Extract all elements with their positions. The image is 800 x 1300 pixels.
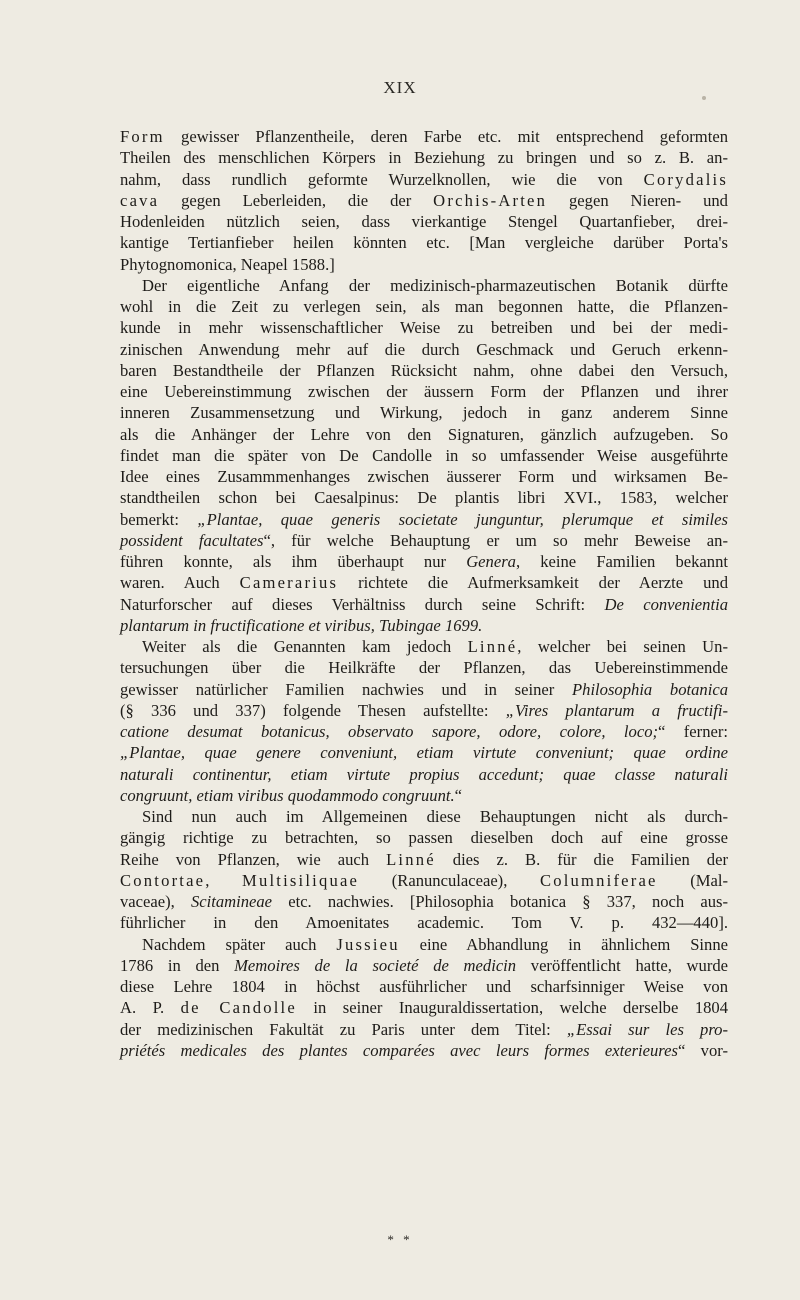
text-run: der medizinischen Fakultät zu Paris unter dem Titel: xyxy=(120,1019,567,1039)
text-run: Reihe von Pflanzen, wie auch xyxy=(120,849,387,869)
text-run: gegen Leberleiden, die der xyxy=(159,190,434,210)
text-line xyxy=(120,317,728,338)
text-run: A. P. xyxy=(120,998,181,1018)
text-run: richtete die Aufmerksamkeit der Aerzte und xyxy=(338,573,729,593)
text-line xyxy=(120,169,728,190)
text-run: veröffentlicht hatte, wurde xyxy=(516,955,729,975)
text-line xyxy=(120,530,728,551)
text-line xyxy=(120,934,728,955)
text-line xyxy=(120,679,728,700)
text-line xyxy=(120,466,728,487)
text-line xyxy=(120,912,728,933)
text-run: als die Anhänger der Lehre von den Signaturen, gänzlich aufzugeben. So xyxy=(120,424,728,444)
text-line xyxy=(120,381,728,402)
text-run: (Mal- xyxy=(657,870,729,890)
text-run: gegen Nieren- und xyxy=(547,190,728,210)
text-run: findet man die später von De Candolle in so umfassender Weise ausgeführte xyxy=(120,445,728,465)
text-run: zinischen Anwendung mehr auf die durch Geschmack und Geruch erkenn- xyxy=(120,339,728,359)
text-line xyxy=(120,402,728,423)
text-line xyxy=(120,615,728,636)
text-run: “ xyxy=(454,785,462,805)
italic-text: Scitamineae xyxy=(190,892,273,911)
text-line xyxy=(120,296,728,317)
italic-text: possident facultates xyxy=(120,530,264,550)
italic-text: catione desumat botanicus, observato sapore, odore, colore, loco; xyxy=(120,722,659,741)
text-run: Nachdem später auch xyxy=(142,934,337,954)
text-run: “ vor- xyxy=(677,1040,728,1060)
text-line xyxy=(120,360,728,381)
italic-text: „Vires plantarum a fructifi- xyxy=(505,700,728,720)
text-run: tersuchungen über die Heilkräfte der Pflanzen, das Uebereinstimmende xyxy=(120,658,728,678)
text-line xyxy=(120,509,728,530)
text-line xyxy=(120,785,728,806)
spaced-name: Camerarius xyxy=(239,573,339,593)
text-run: Der eigentliche Anfang der medizinisch-pharmazeutischen Botanik dürfte xyxy=(142,275,728,295)
text-run: inneren Zusammensetzung und Wirkung, jedoch in ganz anderem Sinne xyxy=(120,403,728,423)
italic-text: Philosophia botanica xyxy=(572,679,728,699)
text-run: Naturforscher auf dieses Verhältniss durch seine Schrift: xyxy=(120,594,605,614)
text-run: bemerkt: xyxy=(120,509,198,529)
text-line xyxy=(120,487,728,508)
italic-text: naturali continentur, etiam virtute propius accedunt; quae classe naturali xyxy=(120,764,728,784)
text-line xyxy=(120,827,728,848)
text-line xyxy=(120,1040,728,1061)
text-line xyxy=(120,572,728,593)
text-line xyxy=(120,211,728,232)
text-run: in seiner Inauguraldissertation, welche derselbe 1804 xyxy=(296,998,729,1018)
spaced-name: de Candolle xyxy=(180,998,297,1018)
text-run: führen konnte, als ihm überhaupt nur xyxy=(120,552,467,571)
text-run: diese Lehre 1804 in höchst ausführlicher und scharfsinniger Weise von xyxy=(120,977,728,996)
text-run: Idee eines Zusammmenhanges zwischen äusserer Form und wirksamen Be- xyxy=(120,467,728,486)
signature-mark: * * xyxy=(387,1232,413,1247)
text-run: gängig richtige zu betrachten, so passen dieselben doch auf eine grosse xyxy=(120,828,728,848)
italic-text: priétés medicales des plantes comparées avec leurs formes exterieures xyxy=(120,1040,678,1060)
spaced-name: cava xyxy=(120,190,160,210)
italic-text: Memoires de la societé de medicin xyxy=(234,955,517,975)
text-run: Hodenleiden nützlich seien, dass vierkantige Stengel Quartanfieber, drei- xyxy=(120,212,728,231)
text-line xyxy=(120,997,728,1018)
text-run: vaceae), xyxy=(120,892,191,911)
text-line xyxy=(120,424,728,445)
italic-text: „Plantae, quae genere conveniunt, etiam virtute conveniunt; quae ordine xyxy=(120,743,728,763)
text-line xyxy=(120,742,728,763)
text-line xyxy=(120,126,728,147)
text-run: etc. nachwies. [Philosophia botanica § 337, noch aus- xyxy=(272,892,728,911)
text-run: (§ 336 und 337) folgende Thesen aufstellte: xyxy=(120,700,506,720)
italic-text: plantarum in fructificatione et viribus, Tubingae 1699. xyxy=(120,615,483,635)
text-line xyxy=(120,849,728,870)
text-run: nahm, dass rundlich geformte Wurzelknollen, wie die von xyxy=(120,169,644,189)
spaced-name: Corydalis xyxy=(643,169,728,189)
text-line xyxy=(120,870,728,891)
text-line xyxy=(120,147,728,168)
text-run: kantige Tertianfieber heilen könnten etc. [Man vergleiche darüber Porta's xyxy=(120,233,728,253)
text-line xyxy=(120,636,728,657)
spaced-name: Form xyxy=(120,127,165,146)
italic-text: De convenientia xyxy=(604,594,728,614)
text-run: dies z. B. für die Familien der xyxy=(435,849,728,869)
text-run: kunde in mehr wissenschaftlicher Weise zu betreiben und bei der medi- xyxy=(120,318,728,338)
text-line xyxy=(120,764,728,785)
text-run: Weiter als die Genannten kam jedoch xyxy=(142,637,468,656)
spaced-name: Linné xyxy=(386,849,436,869)
text-run: waren. Auch xyxy=(120,573,240,593)
spaced-name: Multisiliquae xyxy=(242,870,360,890)
text-run: wohl in die Zeit zu verlegen sein, als man begonnen hatte, die Pflanzen- xyxy=(120,297,728,316)
text-run: “, für welche Behauptung er um so mehr Beweise an- xyxy=(263,530,728,550)
text-line xyxy=(120,955,728,976)
text-line xyxy=(120,594,728,615)
text-line xyxy=(120,190,728,211)
text-run: eine Abhandlung in ähnlichem Sinne xyxy=(399,934,728,954)
text-run: 1786 in den xyxy=(120,955,235,975)
text-run: , keine Familien bekannt xyxy=(515,552,728,571)
text-run: standtheilen schon bei Caesalpinus: De plantis libri XVI., 1583, welcher xyxy=(120,488,728,508)
italic-text: Genera xyxy=(466,552,516,571)
text-line xyxy=(120,1019,728,1040)
text-line xyxy=(120,700,728,721)
italic-text: „Essai sur les pro- xyxy=(566,1019,728,1039)
text-run: gewisser Pflanzentheile, deren Farbe etc. mit entsprechend geformten xyxy=(164,127,728,146)
text-run: , xyxy=(205,870,243,890)
text-line xyxy=(120,232,728,253)
spaced-name: Jussieu xyxy=(336,934,400,954)
text-line xyxy=(120,657,728,678)
text-run: führlicher in den Amoenitates academic. Tom V. p. 432—440]. xyxy=(120,913,728,933)
text-run: (Ranunculaceae), xyxy=(359,870,540,890)
text-line xyxy=(120,254,728,275)
spaced-name: Columniferae xyxy=(539,870,658,890)
text-run: eine Uebereinstimmung zwischen der äussern Form der Pflanzen und ihrer xyxy=(120,382,728,401)
text-line xyxy=(120,976,728,997)
spaced-name: Contortae xyxy=(120,870,206,890)
text-line xyxy=(120,339,728,360)
text-line xyxy=(120,891,728,912)
spaced-name: Orchis-Arten xyxy=(433,190,548,210)
text-run: Theilen des menschlichen Körpers in Beziehung zu bringen und so z. B. an- xyxy=(120,148,728,168)
text-run: , welcher bei seinen Un- xyxy=(517,637,728,656)
text-run: gewisser natürlicher Familien nachwies und in seiner xyxy=(120,679,573,699)
text-line xyxy=(120,551,728,572)
text-line xyxy=(120,806,728,827)
text-run: Phytognomonica, Neapel 1588.] xyxy=(120,254,335,274)
text-run: Sind nun auch im Allgemeinen diese Behauptungen nicht als durch- xyxy=(142,807,728,826)
italic-text: congruunt, etiam viribus quodammodo congruunt. xyxy=(120,785,455,805)
spaced-name: Linné xyxy=(467,637,518,656)
page-number: XIX xyxy=(383,78,417,97)
text-line xyxy=(120,275,728,296)
text-line xyxy=(120,721,728,742)
paper-speck xyxy=(702,96,706,100)
text-line xyxy=(120,445,728,466)
italic-text: „Plantae, quae generis societate junguntur, plerumque et similes xyxy=(197,509,728,529)
text-run: “ ferner: xyxy=(658,722,728,741)
text-run: baren Bestandtheile der Pflanzen Rücksicht nahm, ohne dabei den Versuch, xyxy=(120,360,728,380)
body-text xyxy=(120,126,728,1061)
